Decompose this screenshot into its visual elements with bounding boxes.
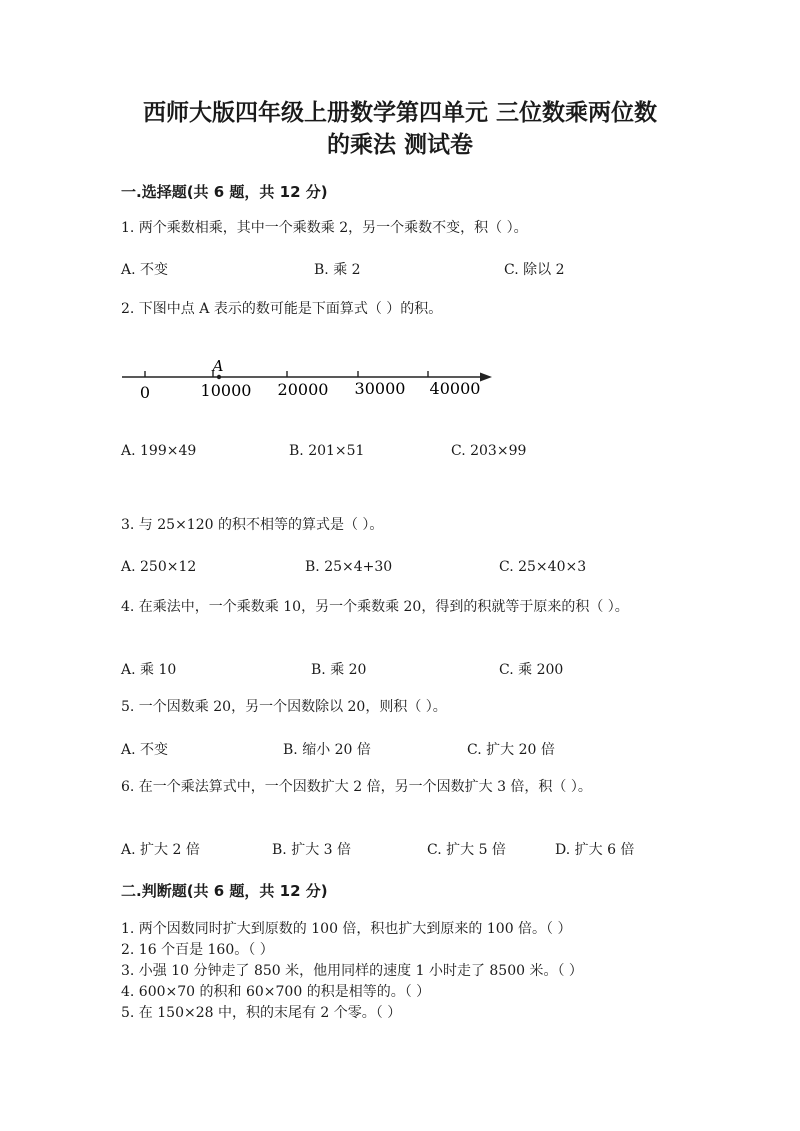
tick-label-20000: 20000 bbox=[277, 380, 329, 399]
question-5-option-b: B. 缩小 20 倍 bbox=[283, 742, 371, 758]
question-3: 3. 与 25×120 的积不相等的算式是（ ）。 bbox=[121, 517, 384, 533]
question-6-option-d: D. 扩大 6 倍 bbox=[555, 842, 635, 858]
question-2-option-b: B. 201×51 bbox=[289, 443, 365, 459]
question-2-option-a: A. 199×49 bbox=[121, 443, 197, 459]
question-3-option-b: B. 25×4+30 bbox=[305, 559, 393, 575]
question-4-option-c: C. 乘 200 bbox=[499, 662, 564, 678]
judgment-item-3: 3. 小强 10 分钟走了 850 米，他用同样的速度 1 小时走了 8500 米。（ ） bbox=[121, 963, 583, 979]
judgment-item-4: 4. 600×70 的积和 60×700 的积是相等的。（ ） bbox=[121, 984, 431, 1000]
question-2: 2. 下图中点 A 表示的数可能是下面算式（ ）的积。 bbox=[121, 301, 443, 317]
page-title-line-2: 的乘法 测试卷 bbox=[326, 132, 473, 158]
question-6-option-a: A. 扩大 2 倍 bbox=[121, 842, 200, 858]
section-heading-choice: 一.选择题(共 6 题，共 12 分) bbox=[121, 183, 328, 201]
question-5-option-a: A. 不变 bbox=[121, 742, 169, 758]
number-line-arrowhead bbox=[480, 373, 492, 382]
tick-label-40000: 40000 bbox=[429, 379, 481, 398]
question-4: 4. 在乘法中，一个乘数乘 10，另一个乘数乘 20，得到的积就等于原来的积（ ）。 bbox=[121, 599, 629, 615]
question-1-option-a: A. 不变 bbox=[121, 262, 169, 278]
question-3-option-a: A. 250×12 bbox=[121, 559, 197, 575]
question-1: 1. 两个乘数相乘，其中一个乘数乘 2，另一个乘数不变，积（ ）。 bbox=[121, 220, 528, 236]
judgment-item-5: 5. 在 150×28 中，积的末尾有 2 个零。（ ） bbox=[121, 1005, 402, 1021]
judgment-item-2: 2. 16 个百是 160。（ ） bbox=[121, 942, 274, 958]
point-a-label: A bbox=[212, 357, 224, 375]
question-6: 6. 在一个乘法算式中，一个因数扩大 2 倍，另一个因数扩大 3 倍，积（ ）。 bbox=[121, 779, 592, 795]
number-line-figure bbox=[118, 356, 498, 406]
question-2-option-c: C. 203×99 bbox=[451, 443, 527, 459]
question-1-option-c: C. 除以 2 bbox=[504, 262, 565, 278]
page-title-line-1: 西师大版四年级上册数学第四单元 三位数乘两位数 bbox=[142, 100, 657, 126]
section-heading-true-false: 二.判断题(共 6 题，共 12 分) bbox=[121, 882, 328, 900]
tick-label-10000: 10000 bbox=[200, 381, 252, 400]
question-6-option-c: C. 扩大 5 倍 bbox=[427, 842, 506, 858]
point-a-marker bbox=[217, 375, 221, 379]
tick-label-0: 0 bbox=[139, 383, 151, 402]
question-4-option-b: B. 乘 20 bbox=[311, 662, 367, 678]
question-4-option-a: A. 乘 10 bbox=[121, 662, 177, 678]
tick-label-30000: 30000 bbox=[354, 379, 406, 398]
question-1-option-b: B. 乘 2 bbox=[314, 262, 361, 278]
question-3-option-c: C. 25×40×3 bbox=[499, 559, 587, 575]
question-5-option-c: C. 扩大 20 倍 bbox=[467, 742, 555, 758]
judgment-item-1: 1. 两个因数同时扩大到原数的 100 倍，积也扩大到原来的 100 倍。（ ） bbox=[121, 921, 572, 937]
question-6-option-b: B. 扩大 3 倍 bbox=[272, 842, 351, 858]
question-5: 5. 一个因数乘 20，另一个因数除以 20，则积（ ）。 bbox=[121, 699, 447, 715]
